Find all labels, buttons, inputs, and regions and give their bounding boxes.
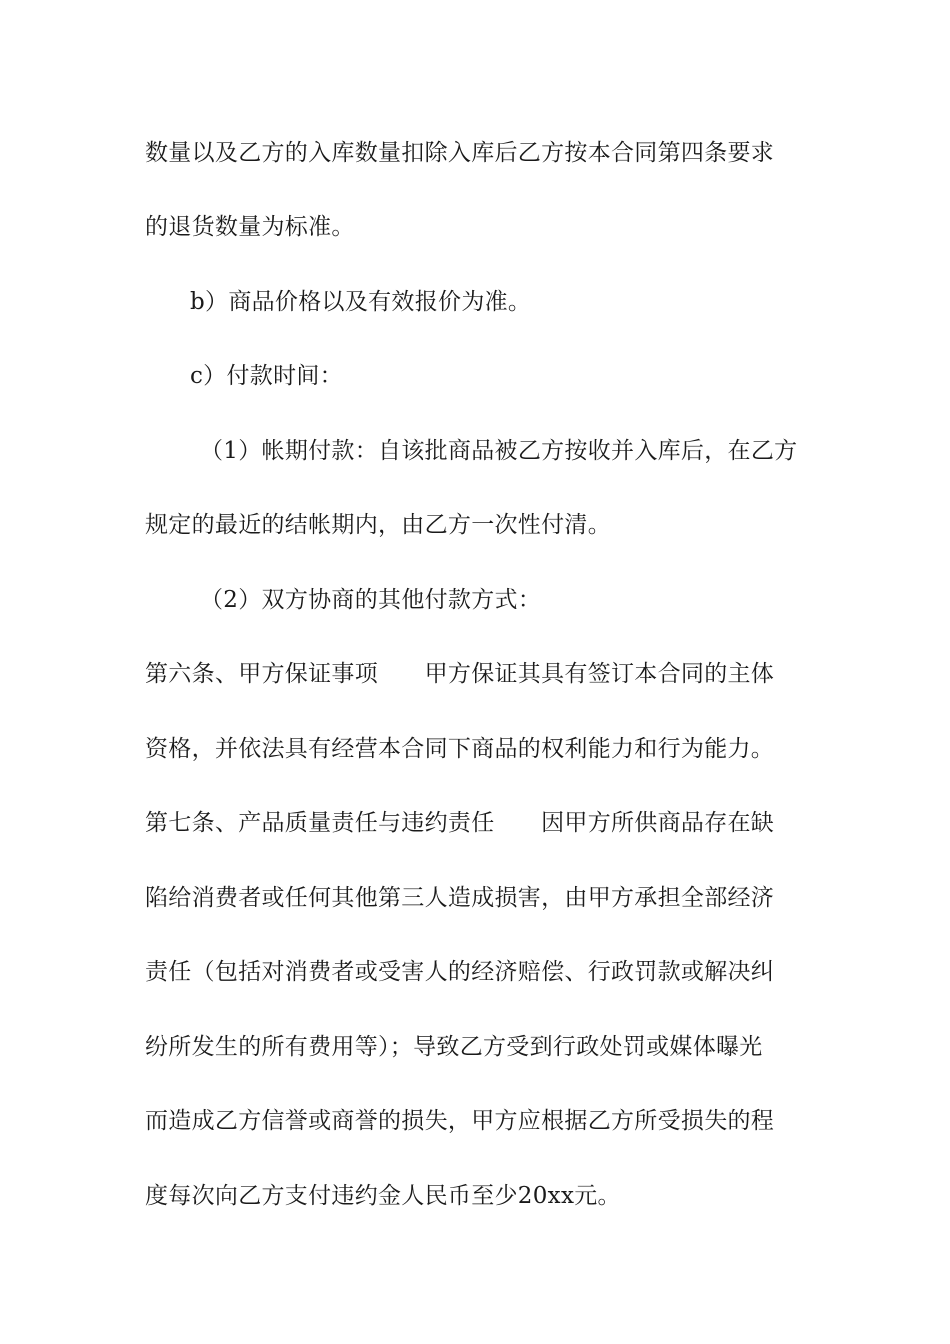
- paragraph-line: 度每次向乙方支付违约金人民币至少20xx元。: [145, 1183, 621, 1209]
- item-b-price: b）商品价格以及有效报价为准。: [190, 289, 532, 315]
- article-6-heading-line: 第六条、甲方保证事项 甲方保证其具有签订本合同的主体: [145, 661, 775, 687]
- paragraph-line: 陷给消费者或任何其他第三人造成损害，由甲方承担全部经济: [145, 885, 775, 911]
- paragraph-line: 资格，并依法具有经营本合同下商品的权利能力和行为能力。: [145, 736, 775, 762]
- paragraph-line: 责任（包括对消费者或受害人的经济赔偿、行政罚款或解决纠: [145, 959, 775, 985]
- article-7-heading-line: 第七条、产品质量责任与违约责任 因甲方所供商品存在缺: [145, 810, 775, 836]
- paragraph-line: 纷所发生的所有费用等）；导致乙方受到行政处罚或媒体曝光: [145, 1034, 763, 1060]
- item-c-payment-time: c）付款时间：: [190, 363, 343, 389]
- paragraph-line: 数量以及乙方的入库数量扣除入库后乙方按本合同第四条要求: [145, 140, 775, 166]
- sub-item-2-other-payment: （2）双方协商的其他付款方式：: [200, 587, 542, 613]
- sub-item-1-payment-terms: （1）帐期付款：自该批商品被乙方按收并入库后，在乙方: [200, 438, 798, 464]
- paragraph-line: 的退货数量为标准。: [145, 214, 355, 240]
- paragraph-line: 规定的最近的结帐期内，由乙方一次性付清。: [145, 512, 611, 538]
- paragraph-line: 而造成乙方信誉或商誉的损失，甲方应根据乙方所受损失的程: [145, 1108, 775, 1134]
